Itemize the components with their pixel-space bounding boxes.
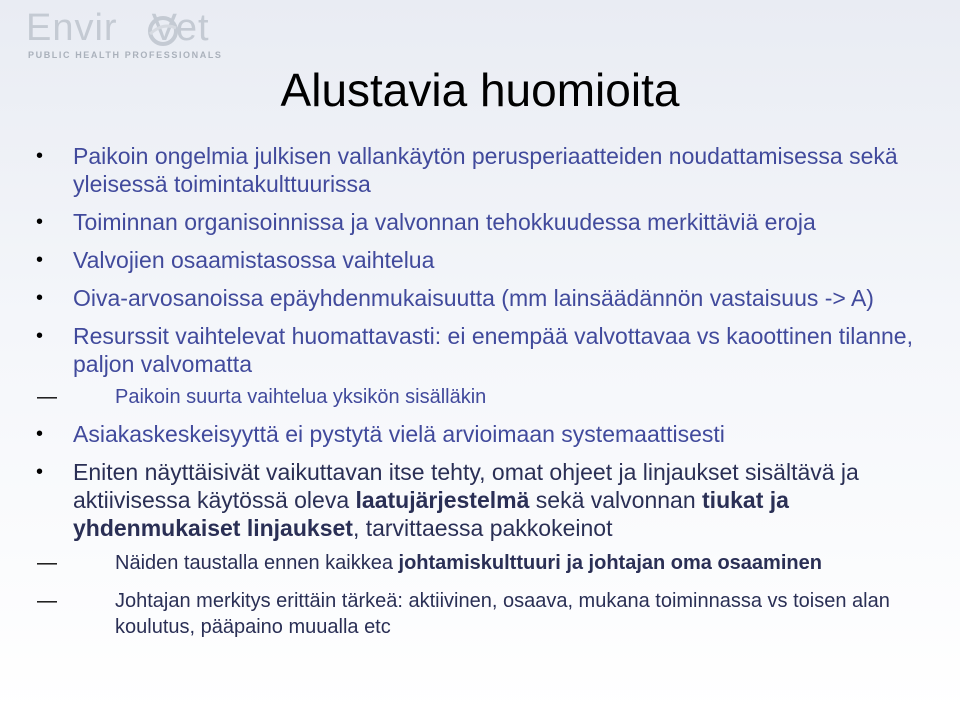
sub-bullet-item xyxy=(37,384,946,410)
logo-wordmark: Envir Vet xyxy=(26,7,210,49)
sub-bullet-dash-icon: — xyxy=(37,552,57,574)
bullet-text: Toiminnan organisoinnissa ja valvonnan tehokkuudessa merkittäviä eroja xyxy=(73,209,816,235)
sub-bullet-dash-icon: — xyxy=(37,386,57,408)
bullet-dot-icon: • xyxy=(36,423,44,445)
sub-bullet-text: Paikoin suurta vaihtelua yksikön sisälläkin xyxy=(115,386,487,408)
bullet-text: Asiakaskeskeisyyttä ei pystytä vielä arvioimaan systemaattisesti xyxy=(73,421,725,447)
bullet-item xyxy=(36,142,946,198)
bullet-dot-icon: • xyxy=(36,249,44,271)
bullet-dot-icon: • xyxy=(36,325,44,347)
bullet-text: Valvojien osaamistasossa vaihtelua xyxy=(73,247,435,273)
bold-leadership-culture: johtamiskulttuuri ja johtajan oma osaaminen xyxy=(398,552,822,574)
envirovet-logo xyxy=(26,7,223,60)
bullet-dot-icon: • xyxy=(36,211,44,233)
bullet-text: Oiva-arvosanoissa epäyhdenmukaisuutta (mm lainsäädännön vastaisuus -> A) xyxy=(73,285,874,311)
sub-bullet-text: Näiden taustalla ennen kaikkea johtamiskulttuuri ja johtajan oma osaaminen xyxy=(115,552,822,574)
bullet-dot-icon: • xyxy=(36,461,44,483)
bold-quality-system: laatujärjestelmä xyxy=(355,487,530,513)
bullet-item xyxy=(36,420,946,448)
slide-title: Alustavia huomioita xyxy=(280,64,680,116)
bullet-item xyxy=(36,458,946,640)
bullet-item xyxy=(36,246,946,274)
sub-bullet-item xyxy=(37,550,946,576)
bullet-dot-icon: • xyxy=(36,145,44,167)
bullet-text: Resurssit vaihtelevat huomattavasti: ei enempää valvottavaa vs kaoottinen tilanne, paljon valvomatta xyxy=(73,323,913,377)
bold-strict-guidelines: tiukat ja yhdenmukaiset linjaukset xyxy=(73,487,789,541)
sub-bullet-item xyxy=(37,588,946,640)
sub-bullet-dash-icon: — xyxy=(37,590,57,612)
bullet-text: Eniten näyttäisivät vaikuttavan itse tehty, omat ohjeet ja linjaukset sisältävä ja aktiivisessa käytössä oleva laatujärjestelmä sekä valvonnan tiukat ja yhdenmukaiset linjaukset, tarvittaessa pakkokeinot xyxy=(73,459,859,541)
bullet-list xyxy=(36,142,946,640)
bullet-item xyxy=(36,284,946,312)
bullet-item xyxy=(36,322,946,410)
bullet-item xyxy=(36,208,946,236)
bullet-dot-icon: • xyxy=(36,287,44,309)
sub-bullet-text: Johtajan merkitys erittäin tärkeä: aktiivinen, osaava, mukana toiminnassa vs toisen alan koulutus, pääpaino muualla etc xyxy=(115,590,890,638)
logo-tagline: PUBLIC HEALTH PROFESSIONALS xyxy=(28,50,223,60)
bullet-text: Paikoin ongelmia julkisen vallankäytön perusperiaatteiden noudattamisessa sekä yleisessä toimintakulttuurissa xyxy=(73,143,898,197)
logo-ring-icon xyxy=(146,14,180,48)
